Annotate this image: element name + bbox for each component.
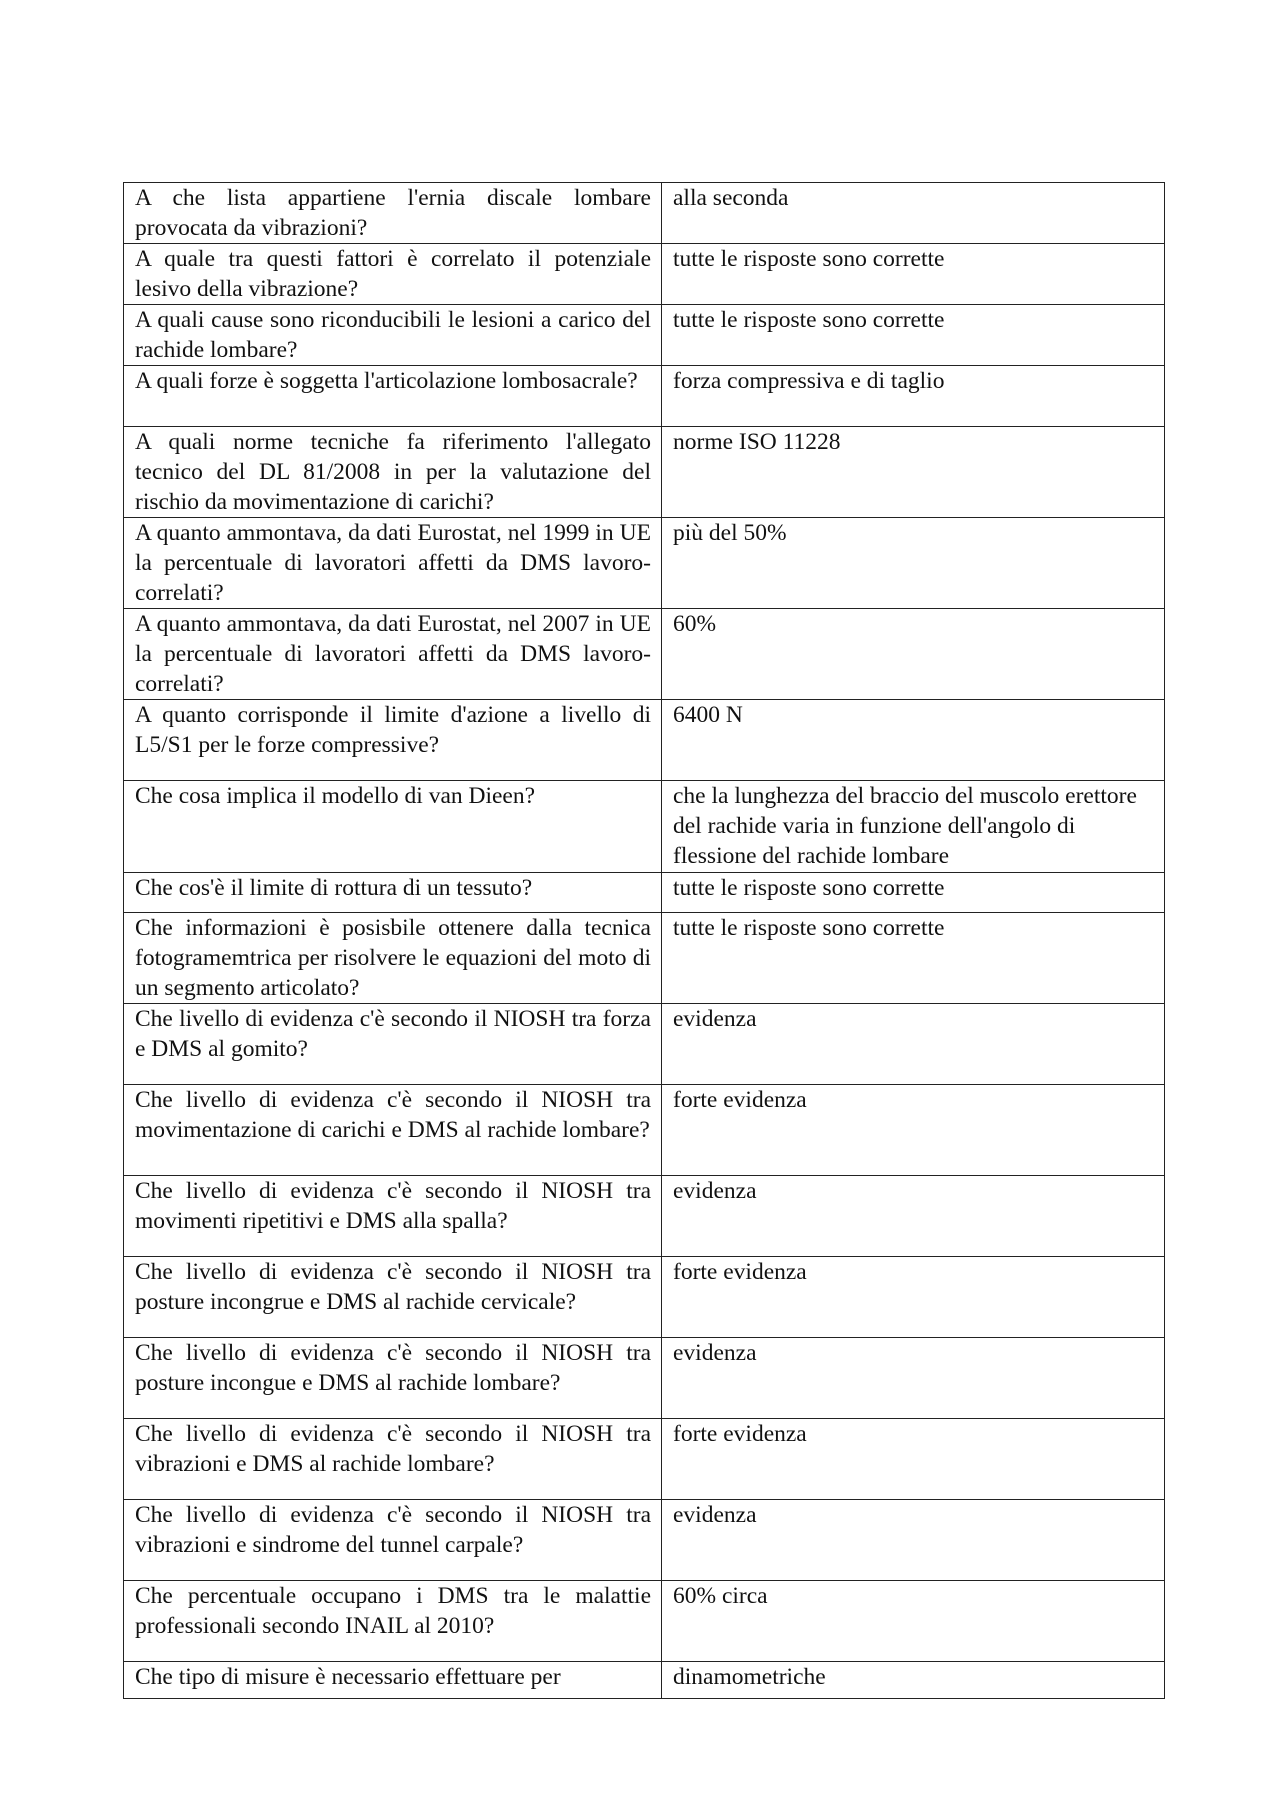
question-cell: Che livello di evidenza c'è secondo il NIOSH tra vibrazioni e sindrome del tunnel carpale? — [124, 1500, 662, 1581]
question-cell: Che livello di evidenza c'è secondo il NIOSH tra movimenti ripetitivi e DMS alla spalla? — [124, 1176, 662, 1257]
question-cell: A quanto ammontava, da dati Eurostat, nel 2007 in UE la percentuale di lavoratori affetti da DMS lavoro-correlati? — [124, 609, 662, 700]
answer-cell: evidenza — [662, 1338, 1165, 1419]
question-cell: Che percentuale occupano i DMS tra le malattie professionali secondo INAIL al 2010? — [124, 1581, 662, 1662]
answer-cell: tutte le risposte sono corrette — [662, 305, 1165, 366]
answer-cell: 60% circa — [662, 1581, 1165, 1662]
question-cell: A quali cause sono riconducibili le lesioni a carico del rachide lombare? — [124, 305, 662, 366]
table-row — [124, 1419, 1165, 1500]
table-row — [124, 244, 1165, 305]
question-cell: Che tipo di misure è necessario effettuare per — [124, 1662, 662, 1699]
question-cell: Che livello di evidenza c'è secondo il NIOSH tra movimentazione di carichi e DMS al rachide lombare? — [124, 1085, 662, 1176]
table-row — [124, 1176, 1165, 1257]
answer-cell: più del 50% — [662, 518, 1165, 609]
answer-cell: 6400 N — [662, 700, 1165, 781]
question-cell: A quali norme tecniche fa riferimento l'allegato tecnico del DL 81/2008 in per la valutazione del rischio da movimentazione di carichi? — [124, 427, 662, 518]
table-row — [124, 1581, 1165, 1662]
question-cell: Che cosa implica il modello di van Dieen? — [124, 781, 662, 873]
question-cell: A quanto ammontava, da dati Eurostat, nel 1999 in UE la percentuale di lavoratori affetti da DMS lavoro-correlati? — [124, 518, 662, 609]
question-cell: Che livello di evidenza c'è secondo il NIOSH tra vibrazioni e DMS al rachide lombare? — [124, 1419, 662, 1500]
answer-cell: evidenza — [662, 1500, 1165, 1581]
question-cell: A quale tra questi fattori è correlato il potenziale lesivo della vibrazione? — [124, 244, 662, 305]
table-row — [124, 366, 1165, 427]
answer-cell: alla seconda — [662, 183, 1165, 244]
answer-cell: evidenza — [662, 1004, 1165, 1085]
answer-cell: tutte le risposte sono corrette — [662, 913, 1165, 1004]
table-row — [124, 1662, 1165, 1699]
table-row — [124, 1257, 1165, 1338]
answer-cell: tutte le risposte sono corrette — [662, 873, 1165, 913]
answer-cell: evidenza — [662, 1176, 1165, 1257]
table-row — [124, 427, 1165, 518]
answer-cell: che la lunghezza del braccio del muscolo erettore del rachide varia in funzione dell'angolo di flessione del rachide lombare — [662, 781, 1165, 873]
table-row — [124, 518, 1165, 609]
table-row — [124, 1004, 1165, 1085]
question-cell: A quanto corrisponde il limite d'azione a livello di L5/S1 per le forze compressive? — [124, 700, 662, 781]
question-cell: Che livello di evidenza c'è secondo il NIOSH tra forza e DMS al gomito? — [124, 1004, 662, 1085]
answer-cell: tutte le risposte sono corrette — [662, 244, 1165, 305]
question-cell: Che cos'è il limite di rottura di un tessuto? — [124, 873, 662, 913]
question-cell: Che livello di evidenza c'è secondo il NIOSH tra posture incongrue e DMS al rachide cervicale? — [124, 1257, 662, 1338]
qa-table — [123, 182, 1165, 1699]
table-row — [124, 700, 1165, 781]
question-cell: Che livello di evidenza c'è secondo il NIOSH tra posture incongue e DMS al rachide lombare? — [124, 1338, 662, 1419]
table-row — [124, 183, 1165, 244]
table-row — [124, 873, 1165, 913]
answer-cell: norme ISO 11228 — [662, 427, 1165, 518]
table-row — [124, 1085, 1165, 1176]
answer-cell: 60% — [662, 609, 1165, 700]
answer-cell: forte evidenza — [662, 1257, 1165, 1338]
question-cell: A che lista appartiene l'ernia discale lombare provocata da vibrazioni? — [124, 183, 662, 244]
answer-cell: dinamometriche — [662, 1662, 1165, 1699]
table-row — [124, 781, 1165, 873]
table-row — [124, 305, 1165, 366]
question-cell: A quali forze è soggetta l'articolazione lombosacrale? — [124, 366, 662, 427]
answer-cell: forza compressiva e di taglio — [662, 366, 1165, 427]
table-row — [124, 1500, 1165, 1581]
table-row — [124, 1338, 1165, 1419]
answer-cell: forte evidenza — [662, 1085, 1165, 1176]
answer-cell: forte evidenza — [662, 1419, 1165, 1500]
table-row — [124, 913, 1165, 1004]
table-row — [124, 609, 1165, 700]
question-cell: Che informazioni è posisbile ottenere dalla tecnica fotogramemtrica per risolvere le equazioni del moto di un segmento articolato? — [124, 913, 662, 1004]
